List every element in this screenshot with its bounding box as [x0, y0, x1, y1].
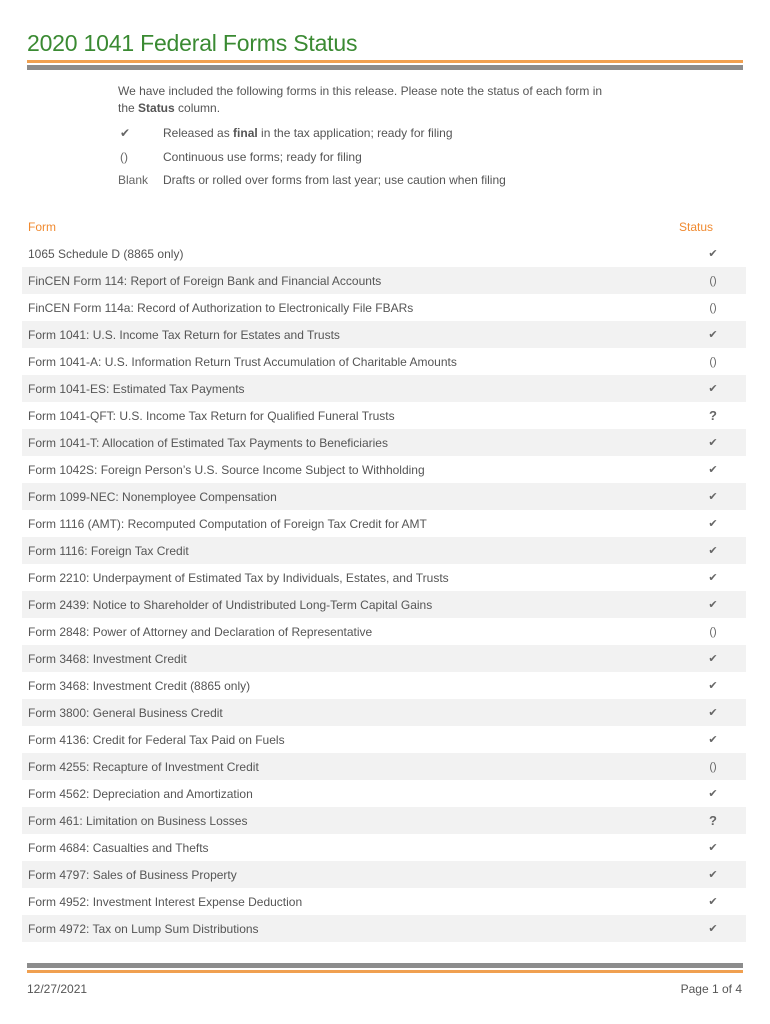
table-row: [22, 861, 746, 888]
table-row: [22, 915, 746, 942]
table-row: [22, 456, 746, 483]
table-row: [22, 726, 746, 753]
form-name: Form 3800: General Business Credit: [28, 705, 223, 720]
column-header-form: Form: [28, 220, 56, 234]
forms-table: [22, 240, 746, 942]
form-name: Form 1041-ES: Estimated Tax Payments: [28, 381, 245, 396]
checkmark-icon: ✔: [708, 653, 718, 665]
table-row: [22, 888, 746, 915]
legend-continuous-desc: Continuous use forms; ready for filing: [163, 150, 362, 164]
parentheses-icon: (): [709, 274, 717, 287]
table-row: [22, 753, 746, 780]
header-rule: [27, 60, 743, 70]
form-name: Form 4255: Recapture of Investment Credit: [28, 759, 259, 774]
table-row: [22, 321, 746, 348]
question-mark-icon: ?: [709, 813, 717, 828]
table-row: [22, 780, 746, 807]
intro-line-2-post: column.: [174, 101, 221, 115]
checkmark-icon: ✔: [708, 572, 718, 584]
intro-line-2-pre: the: [118, 101, 139, 115]
footer-page-number: Page 1 of 4: [680, 982, 742, 996]
form-name: Form 2848: Power of Attorney and Declaration of Representative: [28, 624, 373, 639]
legend-final-bold: final: [233, 126, 258, 140]
checkmark-icon: ✔: [708, 329, 718, 341]
checkmark-icon: ✔: [708, 896, 718, 908]
form-name: Form 1042S: Foreign Person’s U.S. Source Income Subject to Withholding: [28, 462, 425, 477]
form-name: Form 2210: Underpayment of Estimated Tax by Individuals, Estates, and Trusts: [28, 570, 449, 585]
checkmark-icon: ✔: [120, 126, 131, 140]
footer-rule: [27, 963, 743, 973]
legend-blank-desc: Drafts or rolled over forms from last year; use caution when filing: [163, 173, 506, 187]
form-name: Form 4562: Depreciation and Amortization: [28, 786, 253, 801]
footer-date: 12/27/2021: [27, 982, 88, 996]
table-row: [22, 645, 746, 672]
form-name: Form 1116 (AMT): Recomputed Computation of Foreign Tax Credit for AMT: [28, 516, 427, 531]
intro-text: [118, 83, 658, 117]
header-rule-gray: [27, 65, 743, 70]
checkmark-icon: ✔: [708, 869, 718, 881]
checkmark-icon: ✔: [708, 707, 718, 719]
table-row: [22, 834, 746, 861]
form-name: Form 4952: Investment Interest Expense Deduction: [28, 894, 303, 909]
form-name: Form 3468: Investment Credit: [28, 651, 187, 666]
checkmark-icon: ✔: [708, 923, 718, 935]
form-name: FinCEN Form 114: Report of Foreign Bank and Financial Accounts: [28, 273, 382, 288]
form-name: Form 1041-T: Allocation of Estimated Tax Payments to Beneficiaries: [28, 435, 388, 450]
table-row: [22, 618, 746, 645]
checkmark-icon: ✔: [708, 464, 718, 476]
checkmark-icon: ✔: [708, 437, 718, 449]
footer-rule-gray: [27, 963, 743, 968]
table-row: [22, 537, 746, 564]
column-header-status: Status: [679, 220, 714, 234]
legend-blank-label: Blank: [118, 173, 149, 187]
form-name: Form 2439: Notice to Shareholder of Undistributed Long-Term Capital Gains: [28, 597, 433, 612]
table-row: [22, 429, 746, 456]
table-row: [22, 564, 746, 591]
table-row: [22, 267, 746, 294]
form-name: FinCEN Form 114a: Record of Authorization to Electronically File FBARs: [28, 300, 414, 315]
parentheses-icon: (): [709, 355, 717, 368]
checkmark-icon: ✔: [708, 518, 718, 530]
legend-final-desc: [163, 126, 453, 140]
table-row: [22, 591, 746, 618]
header-rule-orange: [27, 60, 743, 63]
form-name: Form 4797: Sales of Business Property: [28, 867, 237, 882]
checkmark-icon: ✔: [708, 383, 718, 395]
document-title: 2020 1041 Federal Forms Status: [27, 30, 358, 56]
intro-line-1: We have included the following forms in this release. Please note the status of each form in: [118, 84, 603, 98]
table-row: [22, 699, 746, 726]
intro-status-bold: Status: [138, 101, 175, 115]
table-row: [22, 510, 746, 537]
form-name: Form 1041-QFT: U.S. Income Tax Return for Qualified Funeral Trusts: [28, 408, 395, 423]
form-name: Form 4136: Credit for Federal Tax Paid on Fuels: [28, 732, 285, 747]
footer-rule-orange: [27, 970, 743, 973]
form-name: Form 1041-A: U.S. Information Return Trust Accumulation of Charitable Amounts: [28, 354, 457, 369]
checkmark-icon: ✔: [708, 545, 718, 557]
table-row: [22, 672, 746, 699]
form-name: Form 3468: Investment Credit (8865 only): [28, 678, 251, 693]
table-row: [22, 402, 746, 429]
checkmark-icon: ✔: [708, 788, 718, 800]
table-row: [22, 240, 746, 267]
parentheses-icon: (): [709, 625, 717, 638]
legend-final-post: in the tax application; ready for filing: [257, 126, 453, 140]
checkmark-icon: ✔: [708, 680, 718, 692]
parentheses-icon: (): [120, 150, 128, 164]
parentheses-icon: (): [709, 760, 717, 773]
parentheses-icon: (): [709, 301, 717, 314]
checkmark-icon: ✔: [708, 734, 718, 746]
checkmark-icon: ✔: [708, 248, 718, 260]
table-row: [22, 807, 746, 834]
form-name: Form 1041: U.S. Income Tax Return for Estates and Trusts: [28, 327, 340, 342]
legend-final-pre: Released as: [163, 126, 234, 140]
question-mark-icon: ?: [709, 408, 717, 423]
table-row: [22, 348, 746, 375]
form-name: 1065 Schedule D (8865 only): [28, 246, 184, 261]
form-name: Form 4972: Tax on Lump Sum Distributions: [28, 921, 259, 936]
form-name: Form 1099-NEC: Nonemployee Compensation: [28, 489, 277, 504]
form-name: Form 4684: Casualties and Thefts: [28, 840, 209, 855]
checkmark-icon: ✔: [708, 599, 718, 611]
table-row: [22, 294, 746, 321]
form-name: Form 461: Limitation on Business Losses: [28, 813, 248, 828]
table-row: [22, 483, 746, 510]
checkmark-icon: ✔: [708, 842, 718, 854]
table-row: [22, 375, 746, 402]
form-name: Form 1116: Foreign Tax Credit: [28, 543, 189, 558]
intro-line-2: [118, 100, 658, 117]
checkmark-icon: ✔: [708, 491, 718, 503]
